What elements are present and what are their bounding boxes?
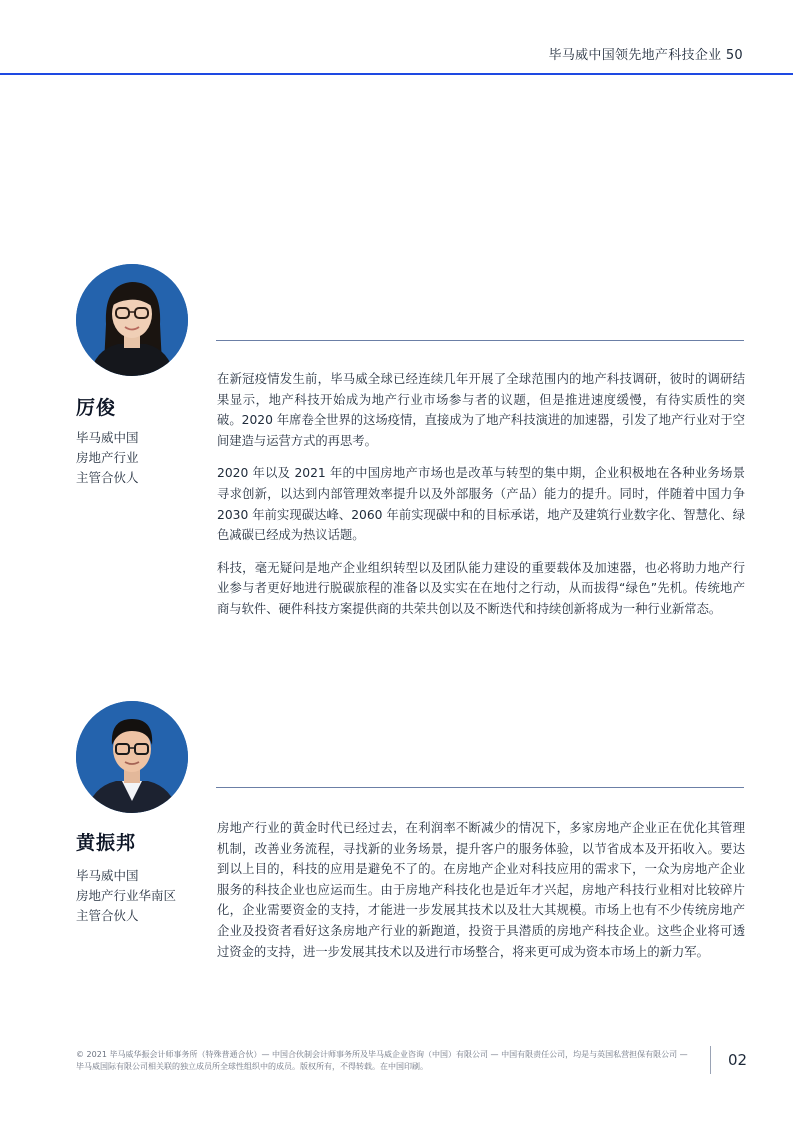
person-title-line: 主管合伙人 bbox=[76, 470, 139, 485]
statement-paragraph: 2020 年以及 2021 年的中国房地产市场也是改革与转型的集中期，企业积极地在各种业务场景寻求创新，以达到内部管理效率提升以及外部服务（产品）能力的提升。同时，伴随着中国力争 2030 年前实现碳达峰、2060 年前实现碳中和的目标承诺，地产及建筑行业数字化、智慧化、绿色减碳已经成为热议话题。 bbox=[217, 466, 745, 543]
avatar-portrait-1 bbox=[76, 264, 188, 376]
section-divider-1 bbox=[216, 340, 744, 341]
footer-copyright: © 2021 毕马威华振会计师事务所（特殊普通合伙）— 中国合伙制会计师事务所及毕马威企业咨询（中国）有限公司 — 中国有限责任公司，均是与英国私营担保有限公司 — 毕马威国际有限公司相关联的独立成员所全球性组织中的成员。版权所有，不得转载。在中国印刷。 bbox=[76, 1050, 688, 1071]
person-title-line: 房地产行业 bbox=[76, 450, 139, 465]
person-name-1: 厉俊 bbox=[76, 397, 117, 419]
statement-paragraph: 房地产行业的黄金时代已经过去，在利润率不断减少的情况下，多家房地产企业正在优化其管理机制，改善业务流程，寻找新的业务场景，提升客户的服务体验，以节省成本及开拓收入。要达到以上目的，科技的应用是避免不了的。在房地产企业对科技应用的需求下，一众为房地产企业服务的科技企业也应运而生。由于房地产科技化也是近年才兴起，房地产科技行业相对比较碎片化，企业需要资金的支持，才能进一步发展其技术以及壮大其规模。市场上也有不少传统房地产企业及投资者看好这条房地产行业的新跑道，投资于具潜质的房地产科技企业。这些企业将可透过资金的支持，进一步发展其技术以及进行市场整合，将来更可成为资本市场上的新力军。 bbox=[217, 821, 745, 959]
person-statement-2 bbox=[217, 818, 745, 974]
avatar-portrait-2 bbox=[76, 701, 188, 813]
person-name-2: 黄振邦 bbox=[76, 832, 137, 854]
person-statement-1 bbox=[217, 369, 745, 632]
person-title-line: 房地产行业华南区 bbox=[76, 888, 177, 903]
header-title: 毕马威中国领先地产科技企业 50 bbox=[548, 48, 743, 63]
section-divider-2 bbox=[216, 787, 744, 788]
statement-paragraph: 科技，毫无疑问是地产企业组织转型以及团队能力建设的重要载体及加速器，也必将助力地产行业参与者更好地进行脱碳旅程的准备以及实实在在地付之行动，从而拔得“绿色”先机。传统地产商与软件、硬件科技方案提供商的共荣共创以及不断迭代和持续创新将成为一种行业新常态。 bbox=[217, 560, 745, 616]
person-title-line: 毕马威中国 bbox=[76, 430, 139, 445]
person-title-line: 毕马威中国 bbox=[76, 868, 139, 883]
person-title-2 bbox=[76, 866, 176, 926]
statement-paragraph: 在新冠疫情发生前，毕马威全球已经连续几年开展了全球范围内的地产科技调研，彼时的调研结果显示，地产科技开始成为地产行业市场参与者的议题，但是推进速度缓慢，有待实质性的突破。2020 年席卷全世界的这场疫情，直接成为了地产科技演进的加速器，引发了地产行业对于空间建造与运营方式的再思考。 bbox=[217, 372, 745, 448]
page-number: 02 bbox=[728, 1051, 748, 1069]
footer-divider bbox=[710, 1046, 711, 1074]
person-title-1 bbox=[76, 428, 139, 488]
header-rule bbox=[0, 73, 793, 75]
person-title-line: 主管合伙人 bbox=[76, 908, 139, 923]
